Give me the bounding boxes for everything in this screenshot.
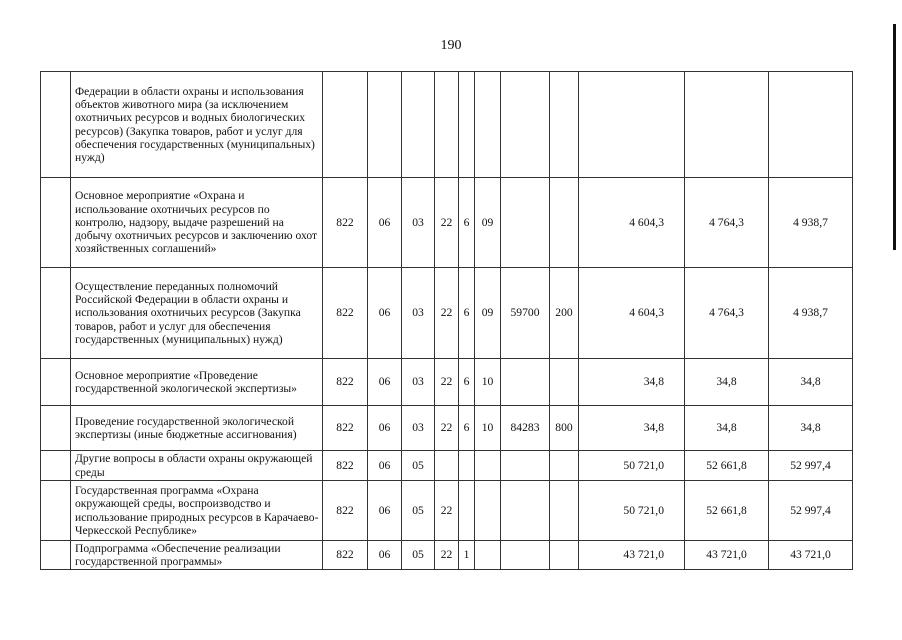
table-row	[41, 178, 853, 268]
row-cs2: 1	[459, 541, 475, 570]
row-cs2: 6	[459, 406, 475, 451]
row-vr	[550, 541, 579, 570]
row-amount-year1	[579, 72, 685, 178]
row-pr: 03	[402, 406, 435, 451]
row-cs3	[475, 541, 501, 570]
row-cs3	[475, 481, 501, 541]
row-amount-year3: 34,8	[769, 406, 853, 451]
row-number-cell	[41, 178, 71, 268]
row-amount-year2: 52 661,8	[685, 451, 769, 481]
row-name: Подпрограмма «Обеспечение реализации государственной программы»	[71, 541, 323, 570]
row-cs2: 6	[459, 178, 475, 268]
row-glv: 822	[323, 451, 368, 481]
table-row	[41, 451, 853, 481]
row-name: Государственная программа «Охрана окружающей среды, воспроизводство и использование природных ресурсов в Карачаево-Черкесской Республике»	[71, 481, 323, 541]
row-cs1: 22	[435, 406, 459, 451]
page-number: 190	[440, 38, 462, 53]
row-amount-year2: 4 764,3	[685, 178, 769, 268]
row-number-cell	[41, 268, 71, 359]
row-rz: 06	[368, 268, 402, 359]
row-amount-year2: 34,8	[685, 406, 769, 451]
row-cs4	[501, 481, 550, 541]
row-name: Осуществление переданных полномочий Российской Федерации в области охраны и использования охотничьих ресурсов (Закупка товаров, работ и услуг для обеспечения государственных (муниципальных) нужд)	[71, 268, 323, 359]
row-amount-year1: 4 604,3	[579, 268, 685, 359]
row-cs1	[435, 72, 459, 178]
row-cs1: 22	[435, 178, 459, 268]
table-row	[41, 268, 853, 359]
row-name: Проведение государственной экологической экспертизы (иные бюджетные ассигнования)	[71, 406, 323, 451]
row-cs2	[459, 481, 475, 541]
row-vr	[550, 178, 579, 268]
row-cs2: 6	[459, 268, 475, 359]
row-pr: 05	[402, 451, 435, 481]
row-cs3: 10	[475, 359, 501, 406]
row-pr: 03	[402, 178, 435, 268]
table-row	[41, 406, 853, 451]
row-amount-year2: 43 721,0	[685, 541, 769, 570]
row-cs4	[501, 72, 550, 178]
row-cs4: 59700	[501, 268, 550, 359]
row-vr: 800	[550, 406, 579, 451]
row-amount-year3: 4 938,7	[769, 178, 853, 268]
table-row	[41, 541, 853, 570]
row-amount-year1: 34,8	[579, 406, 685, 451]
row-amount-year1: 4 604,3	[579, 178, 685, 268]
row-rz: 06	[368, 178, 402, 268]
row-name: Другие вопросы в области охраны окружающей среды	[71, 451, 323, 481]
row-cs3: 09	[475, 178, 501, 268]
row-vr	[550, 481, 579, 541]
row-glv: 822	[323, 406, 368, 451]
row-cs3	[475, 72, 501, 178]
row-amount-year1: 43 721,0	[579, 541, 685, 570]
row-rz: 06	[368, 481, 402, 541]
row-cs1: 22	[435, 481, 459, 541]
row-cs3: 10	[475, 406, 501, 451]
row-cs1: 22	[435, 541, 459, 570]
row-amount-year3: 4 938,7	[769, 268, 853, 359]
row-cs1: 22	[435, 268, 459, 359]
row-number-cell	[41, 406, 71, 451]
row-pr: 05	[402, 541, 435, 570]
row-pr: 05	[402, 481, 435, 541]
row-glv: 822	[323, 178, 368, 268]
row-number-cell	[41, 359, 71, 406]
row-glv: 822	[323, 268, 368, 359]
row-cs1: 22	[435, 359, 459, 406]
row-amount-year2: 52 661,8	[685, 481, 769, 541]
row-vr	[550, 72, 579, 178]
row-amount-year1: 50 721,0	[579, 451, 685, 481]
table-row	[41, 481, 853, 541]
scan-edge-line	[893, 24, 896, 250]
row-cs3	[475, 451, 501, 481]
row-amount-year3: 34,8	[769, 359, 853, 406]
row-cs4: 84283	[501, 406, 550, 451]
table-row	[41, 359, 853, 406]
table-row	[41, 72, 853, 178]
row-vr	[550, 359, 579, 406]
row-cs2: 6	[459, 359, 475, 406]
row-rz: 06	[368, 541, 402, 570]
row-number-cell	[41, 72, 71, 178]
row-pr: 03	[402, 268, 435, 359]
row-cs4	[501, 178, 550, 268]
row-cs2	[459, 451, 475, 481]
row-rz: 06	[368, 359, 402, 406]
row-cs1	[435, 451, 459, 481]
row-vr	[550, 451, 579, 481]
row-vr: 200	[550, 268, 579, 359]
row-glv: 822	[323, 541, 368, 570]
row-amount-year2	[685, 72, 769, 178]
row-amount-year2: 34,8	[685, 359, 769, 406]
row-rz: 06	[368, 406, 402, 451]
row-cs2	[459, 72, 475, 178]
row-name: Основное мероприятие «Проведение государственной экологической экспертизы»	[71, 359, 323, 406]
row-amount-year1: 34,8	[579, 359, 685, 406]
row-rz	[368, 72, 402, 178]
row-number-cell	[41, 481, 71, 541]
row-amount-year1: 50 721,0	[579, 481, 685, 541]
row-cs4	[501, 451, 550, 481]
row-amount-year3	[769, 72, 853, 178]
row-amount-year3: 52 997,4	[769, 451, 853, 481]
row-pr: 03	[402, 359, 435, 406]
row-glv: 822	[323, 481, 368, 541]
row-glv	[323, 72, 368, 178]
row-cs4	[501, 541, 550, 570]
row-amount-year2: 4 764,3	[685, 268, 769, 359]
row-name: Основное мероприятие «Охрана и использование охотничьих ресурсов по контролю, надзору, выдаче разрешений на добычу охотничьих ресурсов и заключению охот хозяйственных соглашений»	[71, 178, 323, 268]
row-amount-year3: 52 997,4	[769, 481, 853, 541]
row-rz: 06	[368, 451, 402, 481]
row-cs4	[501, 359, 550, 406]
row-amount-year3: 43 721,0	[769, 541, 853, 570]
row-name: Федерации в области охраны и использования объектов животного мира (за исключением охотничьих ресурсов и водных биологических ресурсов) (Закупка товаров, работ и услуг для обеспечения государственных (муниципальных) нужд)	[71, 72, 323, 178]
budget-table	[40, 71, 853, 570]
row-glv: 822	[323, 359, 368, 406]
row-number-cell	[41, 451, 71, 481]
row-number-cell	[41, 541, 71, 570]
row-pr	[402, 72, 435, 178]
row-cs3: 09	[475, 268, 501, 359]
